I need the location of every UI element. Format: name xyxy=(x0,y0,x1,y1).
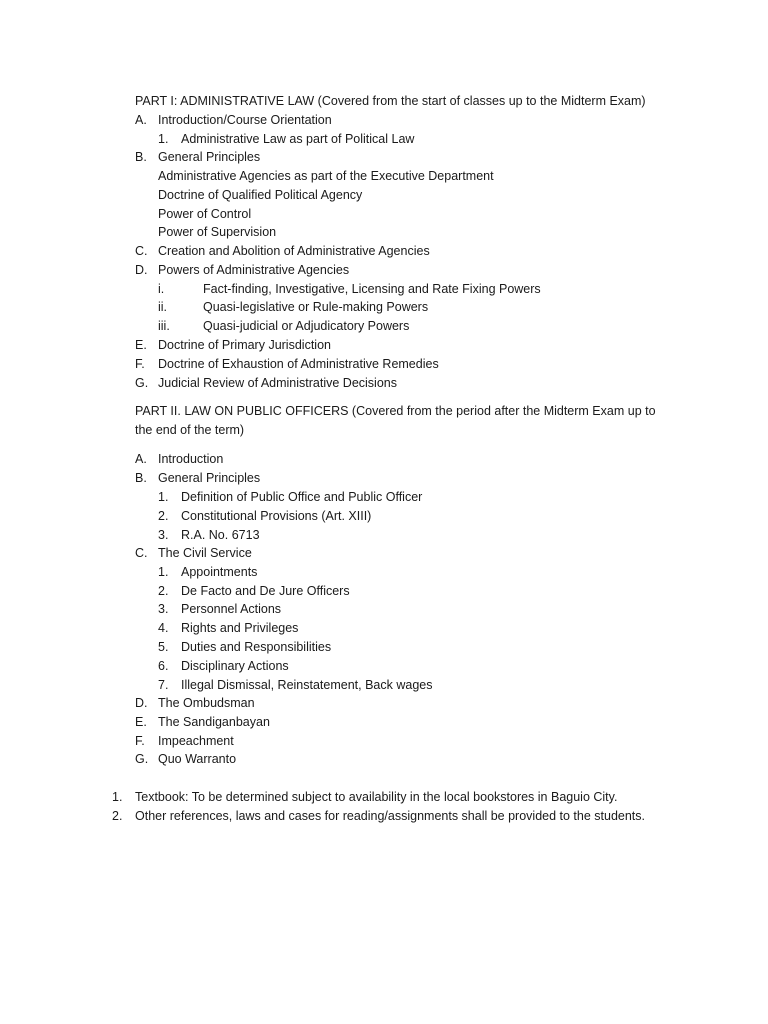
part1-section-e-label: Doctrine of Primary Jurisdiction xyxy=(158,338,331,352)
part1-d-item-marker: i. xyxy=(158,282,165,296)
part1-section-e-marker: E. xyxy=(135,338,147,352)
part1-d-item-label: Quasi-judicial or Adjudicatory Powers xyxy=(203,319,410,333)
part1-section-g-label: Judicial Review of Administrative Decisions xyxy=(158,376,397,390)
part2-c-item-marker: 1. xyxy=(158,565,169,579)
part1-b-item: Doctrine of Qualified Political Agency xyxy=(158,188,363,202)
part1-b-item: Administrative Agencies as part of the Executive Department xyxy=(158,169,494,183)
part1-section-b-marker: B. xyxy=(135,150,147,164)
part1-section-f-label: Doctrine of Exhaustion of Administrative Remedies xyxy=(158,357,439,371)
part1-d-item-marker: iii. xyxy=(158,319,170,333)
part2-section-d-label: The Ombudsman xyxy=(158,696,255,710)
part2-section-g-label: Quo Warranto xyxy=(158,752,237,766)
reference-textbook: Textbook: To be determined subject to availability in the local bookstores in Baguio City. xyxy=(135,790,618,804)
part2-section-a-label: Introduction xyxy=(158,452,224,466)
part2-c-item-marker: 4. xyxy=(158,621,169,635)
part1-d-item-label: Fact-finding, Investigative, Licensing and Rate Fixing Powers xyxy=(203,282,541,296)
part1-section-d-marker: D. xyxy=(135,263,148,277)
part2-b-item-label: R.A. No. 6713 xyxy=(181,528,260,542)
part2-c-item-marker: 6. xyxy=(158,659,169,673)
part2-section-d-marker: D. xyxy=(135,696,148,710)
part2-c-item-label: Disciplinary Actions xyxy=(181,659,289,673)
part2-heading: PART II. LAW ON PUBLIC OFFICERS (Covered from the period after the Midterm Exam up to the end of the term) xyxy=(135,404,656,437)
part2-section-c-label: The Civil Service xyxy=(158,546,252,560)
part1-d-item-label: Quasi-legislative or Rule-making Powers xyxy=(203,300,429,314)
part2-section-e-label: The Sandiganbayan xyxy=(158,715,270,729)
part2-section-f-label: Impeachment xyxy=(158,734,234,748)
part2-c-item-marker: 2. xyxy=(158,584,169,598)
part2-b-item-marker: 1. xyxy=(158,490,169,504)
part2-c-item-label: Rights and Privileges xyxy=(181,621,299,635)
part1-b-item: Power of Supervision xyxy=(158,225,277,239)
part2-section-b-marker: B. xyxy=(135,471,147,485)
part1-section-g-marker: G. xyxy=(135,376,149,390)
part2-c-item-label: Personnel Actions xyxy=(181,602,282,616)
part2-section-g-marker: G. xyxy=(135,752,149,766)
part2-b-item-marker: 2. xyxy=(158,509,169,523)
part1-section-f-marker: F. xyxy=(135,357,145,371)
part1-a-item-label: Administrative Law as part of Political Law xyxy=(181,132,415,146)
part2-section-e-marker: E. xyxy=(135,715,147,729)
part2-c-item-label: Appointments xyxy=(181,565,258,579)
part2-c-item-marker: 5. xyxy=(158,640,169,654)
part2-c-item-marker: 3. xyxy=(158,602,169,616)
part1-section-a-marker: A. xyxy=(135,113,147,127)
part2-b-item-label: Definition of Public Office and Public Officer xyxy=(181,490,423,504)
part1-section-c-marker: C. xyxy=(135,244,148,258)
part2-c-item-label: De Facto and De Jure Officers xyxy=(181,584,350,598)
part2-c-item-label: Duties and Responsibilities xyxy=(181,640,332,654)
part1-d-item-marker: ii. xyxy=(158,300,168,314)
part2-b-item-marker: 3. xyxy=(158,528,169,542)
part1-section-c-label: Creation and Abolition of Administrative Agencies xyxy=(158,244,430,258)
reference-marker: 1. xyxy=(112,790,123,804)
part1-a-item-marker: 1. xyxy=(158,132,169,146)
part1-section-d-label: Powers of Administrative Agencies xyxy=(158,263,350,277)
part2-b-item-label: Constitutional Provisions (Art. XIII) xyxy=(181,509,372,523)
reference-marker: 2. xyxy=(112,809,123,823)
part2-c-item-label: Illegal Dismissal, Reinstatement, Back wages xyxy=(181,678,433,692)
part2-section-b-label: General Principles xyxy=(158,471,261,485)
part1-section-b-label: General Principles xyxy=(158,150,261,164)
reference-other: Other references, laws and cases for reading/assignments shall be provided to the students. xyxy=(135,809,646,823)
part1-heading: PART I: ADMINISTRATIVE LAW (Covered from the start of classes up to the Midterm Exam) xyxy=(135,94,646,108)
part2-section-f-marker: F. xyxy=(135,734,145,748)
part1-b-item: Power of Control xyxy=(158,207,252,221)
part2-c-item-marker: 7. xyxy=(158,678,169,692)
part2-section-c-marker: C. xyxy=(135,546,148,560)
part1-section-a-label: Introduction/Course Orientation xyxy=(158,113,332,127)
part2-section-a-marker: A. xyxy=(135,452,147,466)
